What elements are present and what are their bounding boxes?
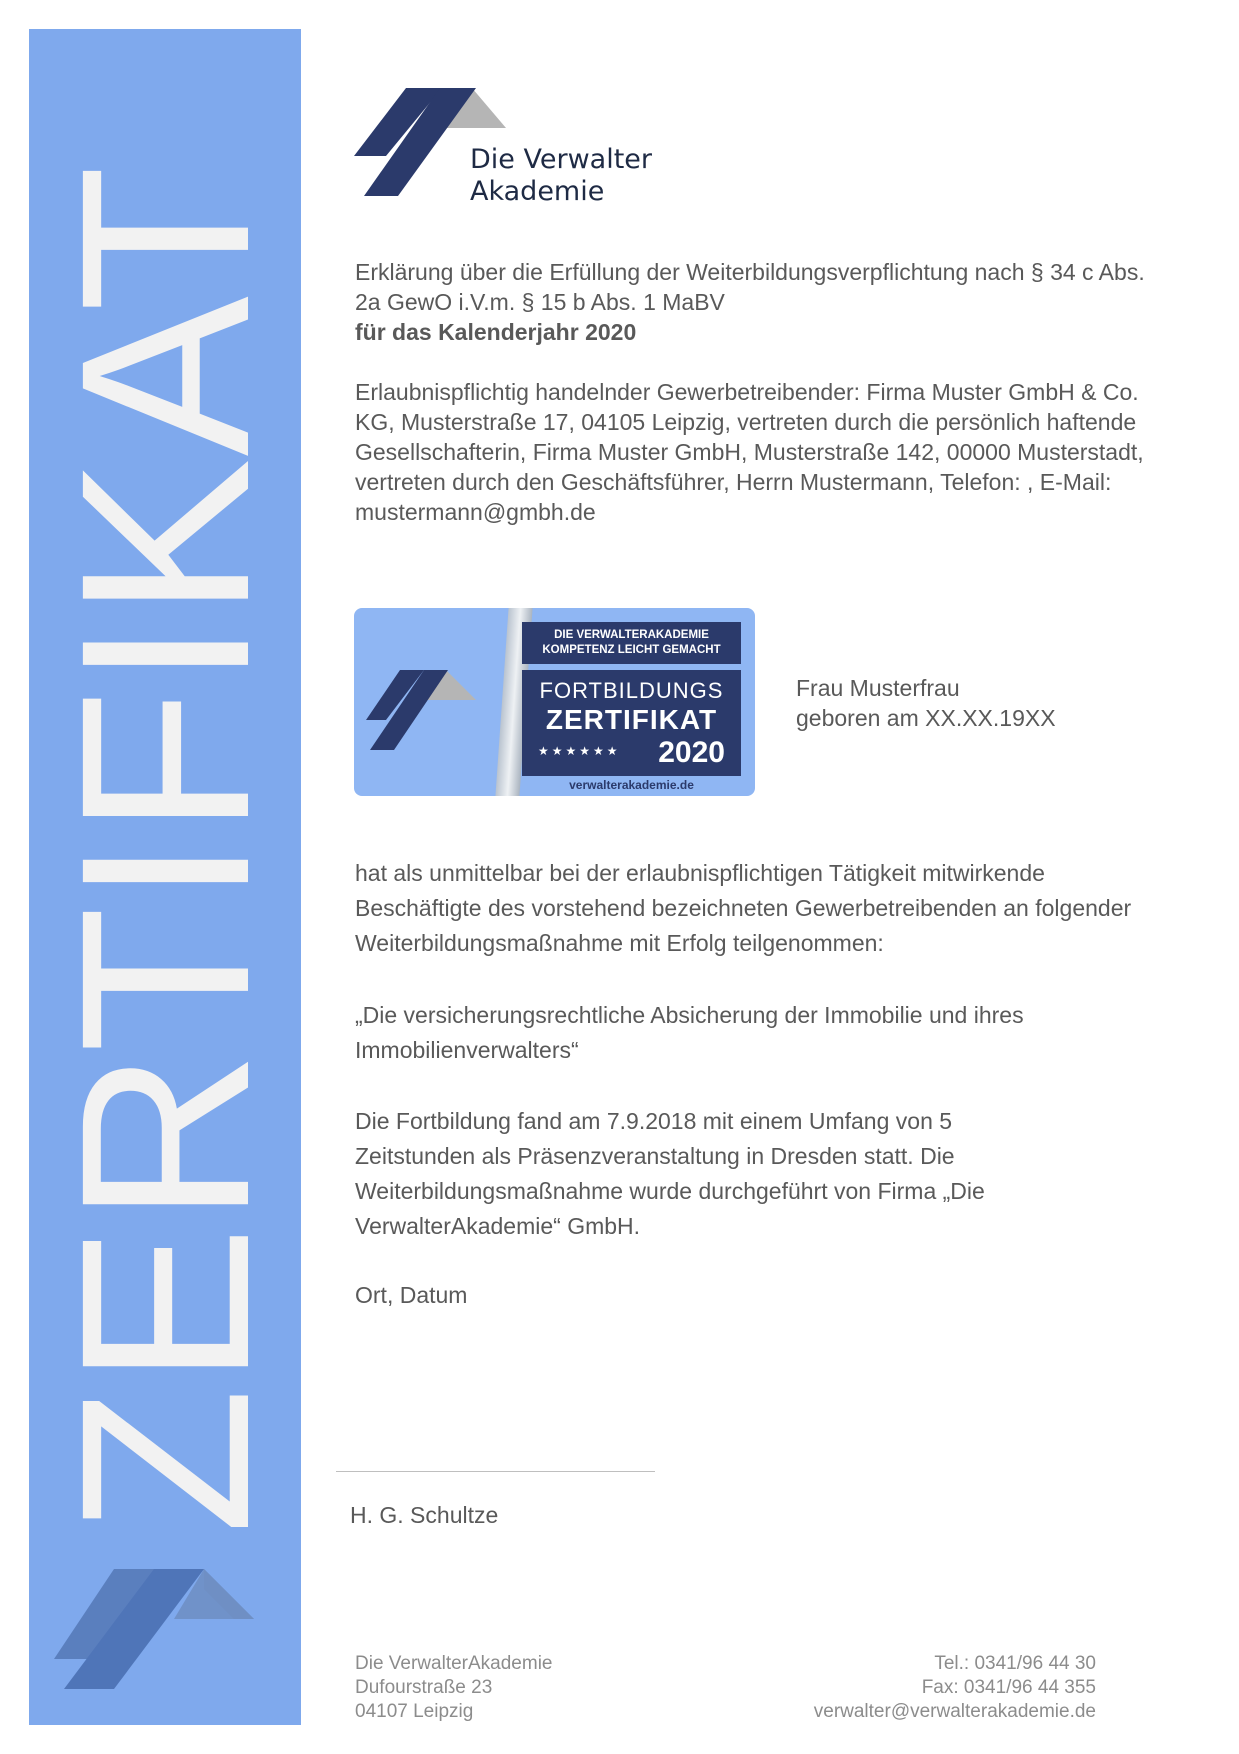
footer-address <box>355 1652 552 1724</box>
footer-tel: Tel.: 0341/96 44 30 <box>934 1653 1096 1674</box>
badge-year: 2020 <box>658 736 725 769</box>
footer-contact <box>814 1652 1096 1724</box>
sidebar-title: ZERTIFIKAT <box>31 163 299 1535</box>
signer-name: H. G. Schultze <box>350 1502 499 1528</box>
badge-header-line1: DIE VERWALTERAKADEMIE <box>554 629 709 641</box>
footer-city: 04107 Leipzig <box>355 1701 474 1722</box>
participation-block <box>355 856 1135 961</box>
company-logo <box>354 88 694 213</box>
course-title: „Die versicherungsrechtliche Absicherung der Immobilie und ihres Immobilienverwalters“ <box>355 1002 1024 1063</box>
business-text: Erlaubnispflichtig handelnder Gewerbetreibender: Firma Muster GmbH & Co. KG, Musterstraße 17, 04105 Leipzig, vertreten durch die persönlich haftende Gesellschafterin, Firma Muster GmbH, Musterstraße 142, 00000 Musterstadt, vertreten durch den Geschäftsführer, Herrn Mustermann, Telefon: , E-Mail: mustermann@gmbh.de <box>355 379 1144 525</box>
certificate-badge <box>354 608 755 796</box>
course-block <box>355 998 1135 1068</box>
person-birthdate: geboren am XX.XX.19XX <box>796 705 1056 731</box>
badge-header <box>522 622 741 664</box>
person-name: Frau Musterfrau <box>796 675 960 701</box>
declaration-line: Erklärung über die Erfüllung der Weiterbildungsverpflichtung nach § 34 c Abs. 2a GewO i.V.m. § 15 b Abs. 1 MaBV <box>355 259 1145 315</box>
badge-main-panel <box>522 670 741 776</box>
declaration-block <box>355 257 1155 347</box>
details-text: Die Fortbildung fand am 7.9.2018 mit einem Umfang von 5 Zeitstunden als Präsenzveranstaltung in Dresden statt. Die Weiterbildungsmaßnahme wurde durchgeführt von Firma „Die VerwalterAkademie“ GmbH. <box>355 1108 985 1239</box>
verwalter-akademie-mark-icon <box>366 668 476 760</box>
calendar-year-line: für das Kalenderjahr 2020 <box>355 319 637 345</box>
badge-header-line2: KOMPETENZ LEICHT GEMACHT <box>542 644 721 656</box>
sidebar-band <box>29 29 301 1725</box>
footer-company: Die VerwalterAkademie <box>355 1653 553 1674</box>
place-date: Ort, Datum <box>355 1282 468 1308</box>
participation-text: hat als unmittelbar bei der erlaubnispflichtigen Tätigkeit mitwirkende Beschäftigte des vorstehend bezeichneten Gewerbetreibenden an folgender Weiterbildungsmaßnahme mit Erfolg teilgenommen: <box>355 860 1132 956</box>
footer-fax: Fax: 0341/96 44 355 <box>921 1677 1096 1698</box>
person-block <box>796 673 1096 733</box>
badge-title1: FORTBILDUNGS <box>539 678 724 703</box>
details-block <box>355 1104 1075 1244</box>
badge-title2: ZERTIFIKAT <box>545 704 718 735</box>
badge-url: verwalterakademie.de <box>569 778 694 792</box>
footer-street: Dufourstraße 23 <box>355 1677 493 1698</box>
footer-email[interactable]: verwalter@verwalterakademie.de <box>813 1701 1096 1722</box>
signature-line <box>336 1471 655 1472</box>
business-block <box>355 377 1155 527</box>
logo-text-line2: Akademie <box>470 176 605 207</box>
verwalter-akademie-mark-icon <box>54 1559 254 1689</box>
logo-text-line1: Die Verwalter <box>470 144 652 175</box>
badge-stars: ★★★★★★ <box>538 744 621 758</box>
